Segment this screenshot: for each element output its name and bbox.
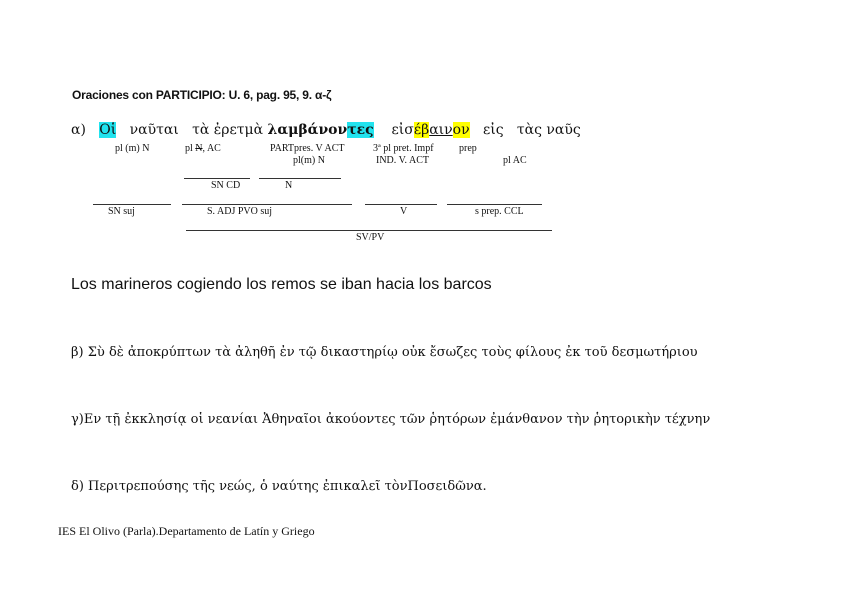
label-pl-n-ac: pl N, AC: [185, 143, 221, 154]
word-eisebainon-prefix: εἰσ: [391, 122, 414, 138]
label-prep: prep: [459, 143, 477, 154]
word-lambanontes-stem: λαμβάνον: [267, 122, 348, 138]
page-title: Oraciones con PARTICIPIO: U. 6, pag. 95, 9. α-ζ: [72, 88, 332, 102]
sentence-beta: β) Σὺ δὲ ἀποκρύπτων τὰ ἀληθῆ ἐν τῷ δικαστηρίῳ οὐκ ἔσωζες τοὺς φίλους ἐκ τοῦ δεσμωτήριου: [71, 345, 698, 360]
word-eis: εἰς: [482, 122, 504, 138]
word-nautai: ναῦται: [129, 122, 179, 138]
label-sn-cd: SN CD: [211, 180, 241, 191]
label-n: N: [285, 180, 293, 191]
underline-sn-cd: [184, 178, 250, 179]
word-lambanontes-ending: τες: [347, 122, 374, 138]
word-ta-eretma: τὰ ἐρετμὰ: [192, 122, 264, 138]
word-eisebainon-augment: έβ: [413, 122, 430, 138]
label-pl-m-n-2: pl(m) N: [293, 155, 325, 166]
label-partpres: PARTpres. V ACT: [270, 143, 345, 154]
sentence-marker: α): [71, 122, 86, 138]
underline-s-adj: [182, 204, 352, 205]
label-v: V: [400, 206, 408, 217]
underline-s-prep: [447, 204, 542, 205]
label-pl-ac: pl AC: [503, 155, 527, 166]
label-s-prep-ccl: s prep. CCL: [475, 206, 524, 217]
label-ind-v-act: IND. V. ACT: [376, 155, 429, 166]
underline-sn-suj: [93, 204, 171, 205]
underline-sv-pv: [186, 230, 552, 231]
word-eisebainon-stem: αιν: [429, 122, 453, 138]
label-sv-pv: SV/PV: [356, 232, 385, 243]
word-nautai-wrap: [130, 122, 179, 138]
word-hoi: Οἱ: [99, 122, 117, 138]
footer-text: IES El Olivo (Parla).Departamento de Latín y Griego: [58, 524, 315, 538]
label-pret-impf: 3ª pl pret. Impf: [373, 143, 434, 154]
label-pl-m-n: pl (m) N: [115, 143, 150, 154]
label-s-adj-pvo: S. ADJ PVO suj: [207, 206, 273, 217]
word-eisebainon-ending: ον: [452, 122, 470, 138]
sentence-delta: δ) Περιτρεπούσης τῆς νεώς, ὁ ναύτης ἐπικαλεῖ τὸνΠοσειδῶνα.: [71, 479, 487, 494]
sentence-alpha: [71, 122, 581, 138]
translation-alpha: Los marineros cogiendo los remos se iban hacia los barcos: [71, 276, 492, 293]
underline-n: [259, 178, 341, 179]
sentence-gamma: γ)Εν τῇ ἐκκλησίᾳ οἱ νεανίαι Ἀθηναῖοι ἀκούοντες τῶν ῥητόρων ἐμάνθανον τὴν ῥητορικὴν τέχνην: [71, 412, 711, 427]
word-tas-naus: τὰς ναῦς: [516, 122, 581, 138]
label-sn-suj: SN suj: [108, 206, 135, 217]
underline-v: [365, 204, 437, 205]
